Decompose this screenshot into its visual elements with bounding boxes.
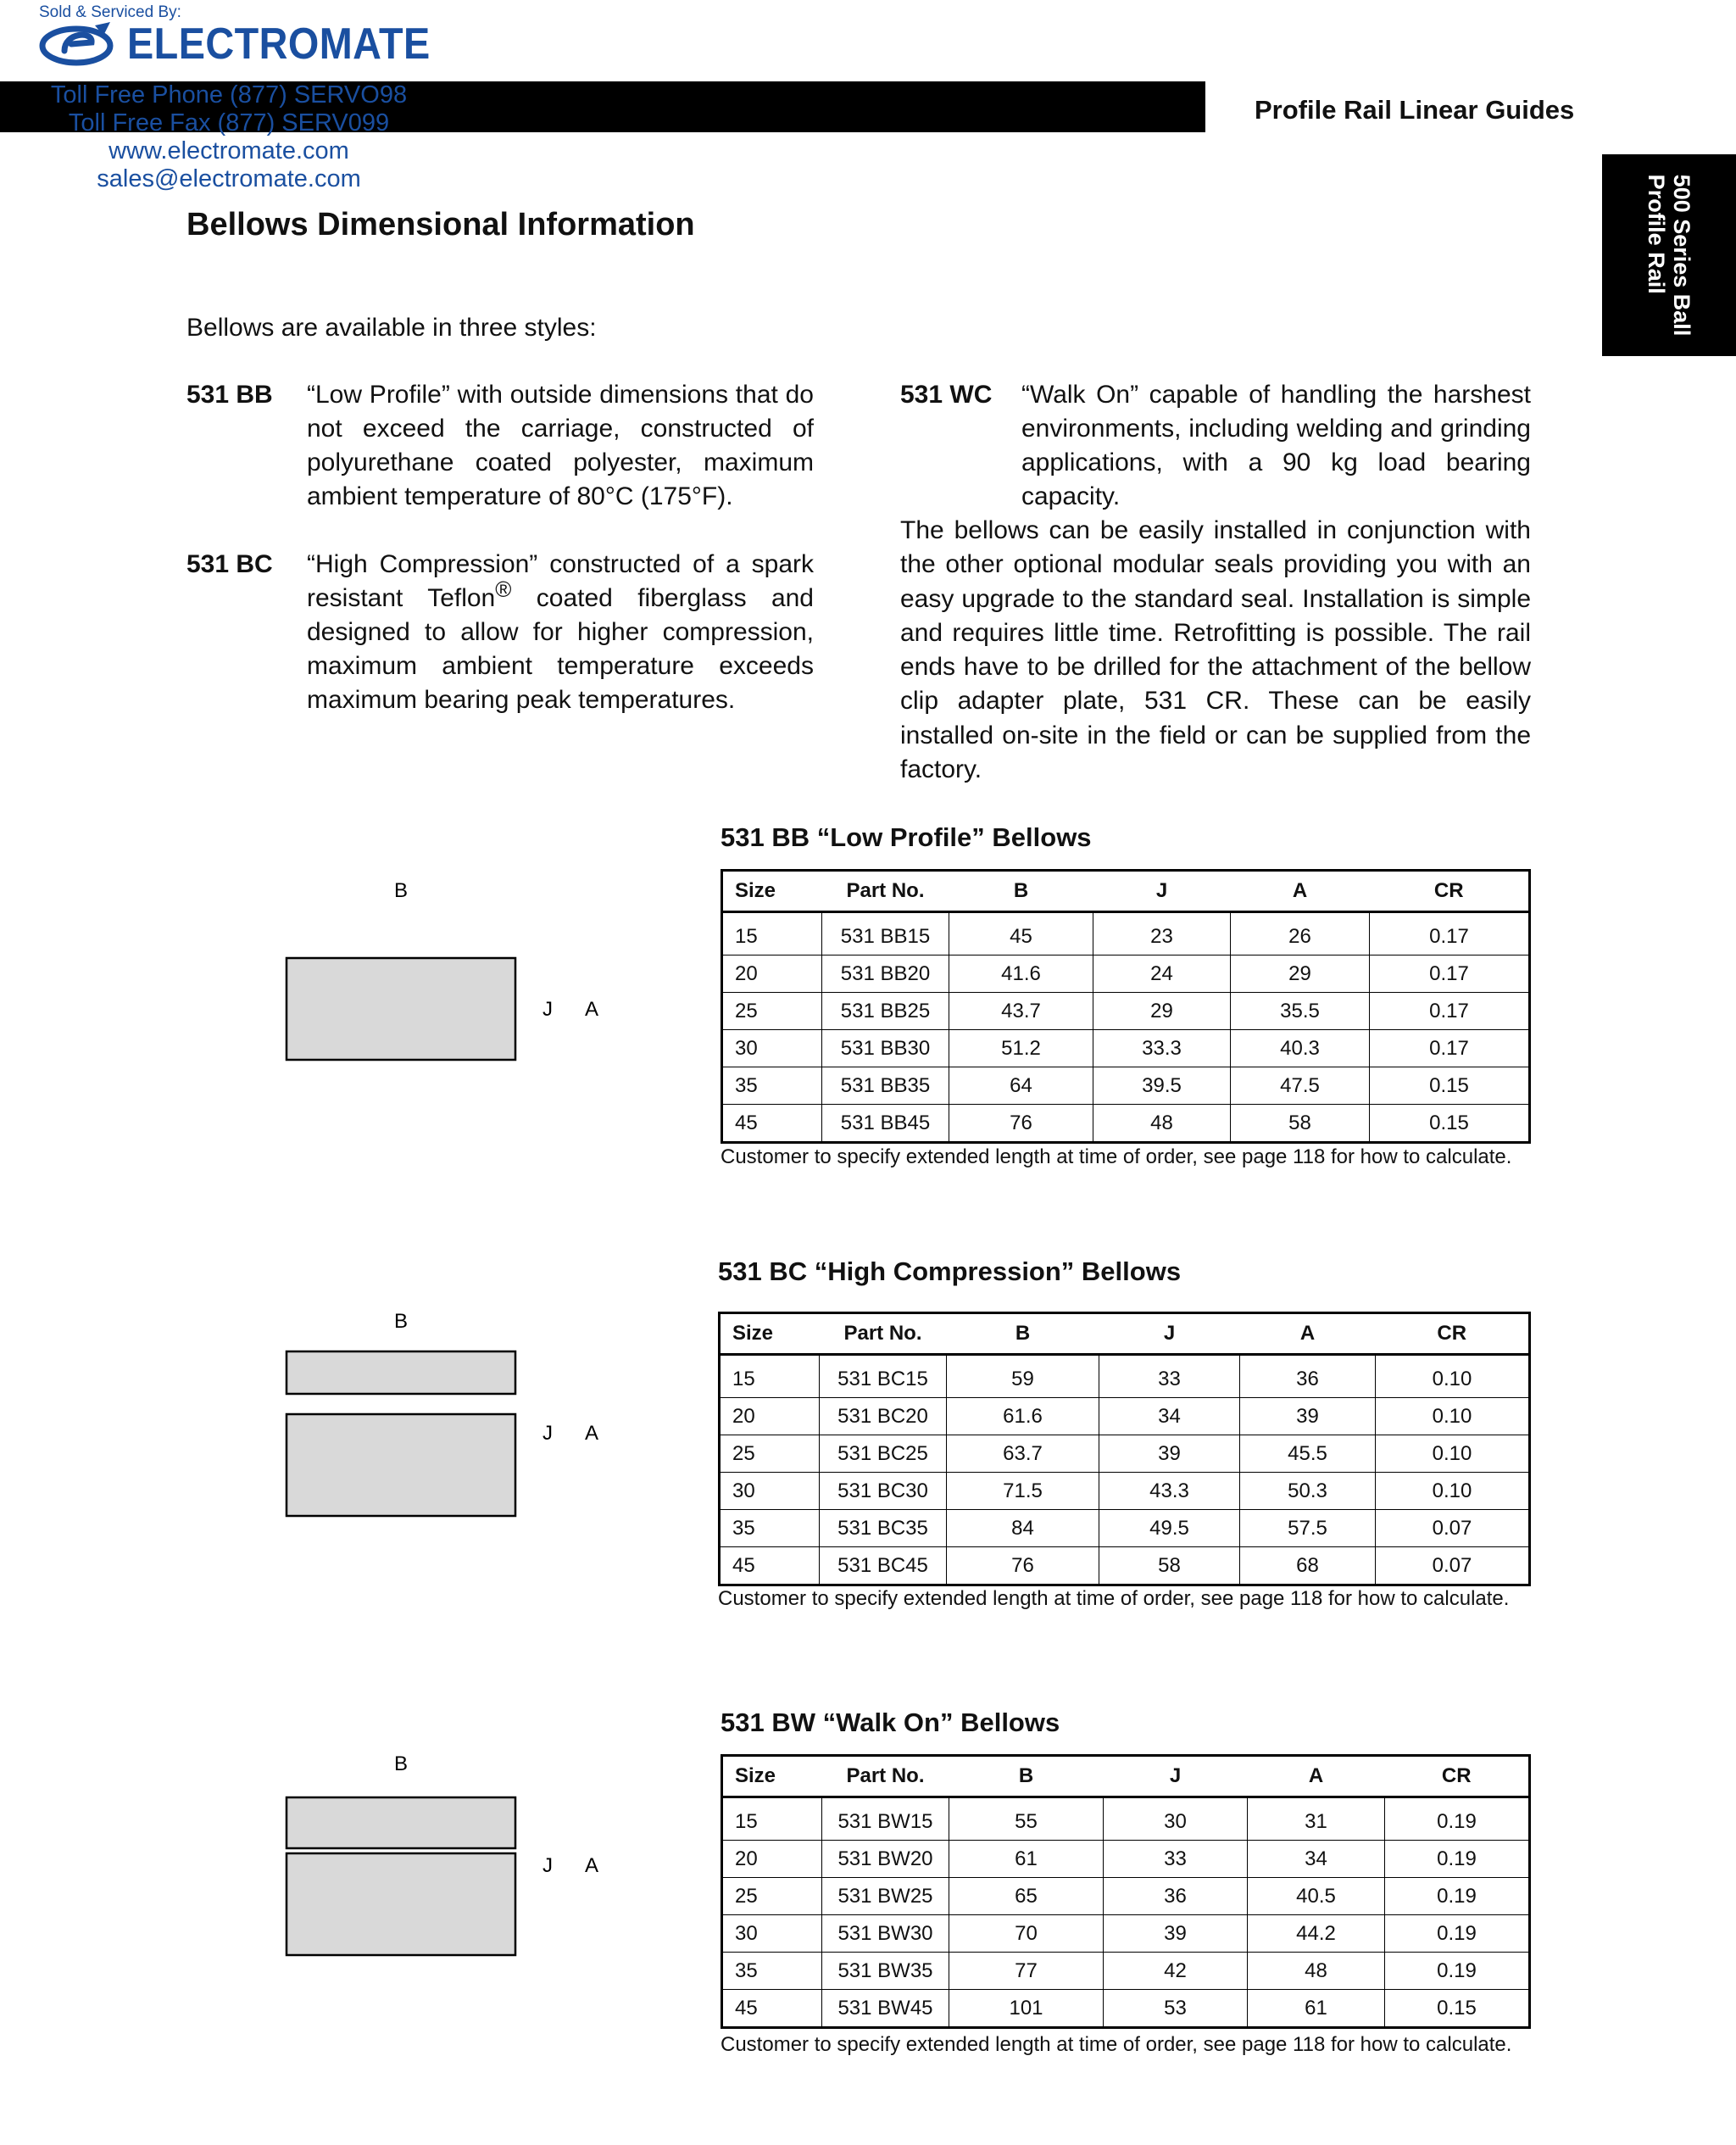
style-description bbox=[307, 548, 814, 717]
table-cell: 58 bbox=[1099, 1547, 1240, 1585]
table-row bbox=[720, 1473, 1530, 1510]
table-row bbox=[722, 1915, 1530, 1953]
bellows-bb-diagram bbox=[287, 873, 609, 1102]
table-cell: 531 BB35 bbox=[822, 1067, 949, 1105]
diagram-stroke bbox=[287, 1414, 515, 1516]
bellows-bb-table bbox=[721, 869, 1531, 1144]
table-row bbox=[722, 1990, 1530, 2028]
dim-label-a: A bbox=[584, 1854, 599, 1877]
bellows-bc-drawing bbox=[287, 1414, 515, 1516]
table-cell: 0.10 bbox=[1376, 1473, 1530, 1510]
table-cell: 15 bbox=[722, 912, 822, 956]
table-cell: 43.7 bbox=[949, 993, 1093, 1030]
table-cell: 531 BW20 bbox=[822, 1841, 949, 1878]
table-cell: 58 bbox=[1231, 1105, 1370, 1143]
table-cell: 40.5 bbox=[1248, 1878, 1385, 1915]
table-cell: 35 bbox=[722, 1067, 822, 1105]
table-title-bc: 531 BC “High Compression” Bellows bbox=[718, 1256, 1182, 1286]
table-cell: 33 bbox=[1104, 1841, 1248, 1878]
table-cell: 531 BC15 bbox=[820, 1355, 947, 1398]
table-cell: 45 bbox=[735, 1111, 758, 1134]
table-cell: 40.3 bbox=[1231, 1030, 1370, 1067]
table-cell: 71.5 bbox=[947, 1473, 1099, 1510]
table-cell: 0.07 bbox=[1376, 1510, 1530, 1547]
brand-logo-group bbox=[39, 19, 464, 70]
col-header: Size bbox=[722, 871, 822, 912]
table-cell: 39 bbox=[1099, 1435, 1240, 1473]
table-title-bb: 531 BB “Low Profile” Bellows bbox=[721, 822, 1092, 852]
table-cell: 42 bbox=[1104, 1953, 1248, 1990]
table-cell: 0.10 bbox=[1376, 1435, 1530, 1473]
table-row bbox=[722, 956, 1530, 993]
table-cell: 68 bbox=[1240, 1547, 1376, 1585]
col-header: Size bbox=[720, 1313, 820, 1355]
table-cell: 30 bbox=[720, 1473, 820, 1510]
table-cell: 29 bbox=[1093, 993, 1231, 1030]
table-cell: 45 bbox=[735, 1996, 758, 2020]
table-cell: 20 bbox=[722, 1841, 822, 1878]
table-cell: 531 BC30 bbox=[820, 1473, 947, 1510]
table-title-bw: 531 BW “Walk On” Bellows bbox=[721, 1708, 1060, 1737]
table-row bbox=[722, 1797, 1530, 1841]
table-note-bw: Customer to specify extended length at time of order, see page 118 for how to calculate. bbox=[721, 2033, 1512, 2056]
table-cell: 531 BC25 bbox=[820, 1435, 947, 1473]
table-row bbox=[722, 993, 1530, 1030]
table-cell: 39.5 bbox=[1093, 1067, 1231, 1105]
col-header: J bbox=[1104, 1756, 1248, 1797]
table-cell: 61 bbox=[1248, 1990, 1385, 2028]
col-header: A bbox=[1240, 1313, 1376, 1355]
table-row bbox=[722, 1030, 1530, 1067]
table-cell: 39 bbox=[1240, 1398, 1376, 1435]
style-item-bc bbox=[186, 548, 814, 726]
col-header: Size bbox=[722, 1756, 822, 1797]
style-description-part: coated fiberglass and designed to allow for higher compression, maximum ambient temperature exceeds maximum bearing peak temperatures. bbox=[307, 584, 814, 714]
fax-text: Toll Free Fax (877) SERV099 bbox=[68, 109, 390, 136]
table-cell: 36 bbox=[1240, 1355, 1376, 1398]
table-row bbox=[722, 1105, 1530, 1143]
table-row bbox=[722, 912, 1530, 956]
dim-label-a: A bbox=[584, 998, 599, 1021]
col-header: Part No. bbox=[822, 1756, 949, 1797]
table-cell: 0.10 bbox=[1376, 1398, 1530, 1435]
table-cell: 0.15 bbox=[1370, 1067, 1530, 1105]
table-cell: 0.19 bbox=[1385, 1953, 1530, 1990]
table-cell: 531 BB45 bbox=[822, 1105, 949, 1143]
table-cell: 45 bbox=[949, 912, 1093, 956]
style-description: “Walk On” capable of handling the harshest environments, including welding and grinding applications, with a 90 kg load bearing capacity. bbox=[1021, 381, 1531, 510]
style-description-part: “High Compression” constructed of a spark resistant Teflon bbox=[307, 550, 814, 612]
sold-by-text: Sold & Serviced By: bbox=[39, 3, 181, 21]
table-cell: 20 bbox=[722, 956, 822, 993]
table-cell: 0.17 bbox=[1370, 956, 1530, 993]
table-cell: 24 bbox=[1093, 956, 1231, 993]
installation-paragraph: The bellows can be easily installed in conjunction with the other optional modular seals providing you with an easy upgrade to the standard seal. Installation is simple and requires little time. Retrofitting is possible. The rail ends have to be drilled for the attachment of the bellow clip adapter plate, 531 CR. These can be easily installed on-site in the field or can be supplied from the factory. bbox=[900, 516, 1531, 784]
table-cell: 49.5 bbox=[1099, 1510, 1240, 1547]
contact-block bbox=[34, 81, 424, 193]
dim-label-b: B bbox=[393, 1752, 409, 1775]
table-cell: 15 bbox=[722, 1797, 822, 1841]
bellows-bc-diagram bbox=[287, 1304, 609, 1550]
table-cell: 30 bbox=[722, 1915, 822, 1953]
table-cell: 53 bbox=[1104, 1990, 1248, 2028]
col-header: J bbox=[1093, 871, 1231, 912]
table-cell: 33.3 bbox=[1093, 1030, 1231, 1067]
table-cell: 531 BW15 bbox=[822, 1797, 949, 1841]
bellows-bb-drawing bbox=[287, 958, 515, 1060]
table-note-bb: Customer to specify extended length at time of order, see page 118 for how to calculate. bbox=[721, 1145, 1512, 1168]
col-header: B bbox=[949, 871, 1093, 912]
table-cell: 77 bbox=[949, 1953, 1104, 1990]
table-cell: 0.07 bbox=[1376, 1547, 1530, 1585]
table-cell: 61 bbox=[949, 1841, 1104, 1878]
bc-top-fold bbox=[287, 1351, 515, 1394]
table-cell: 76 bbox=[949, 1105, 1093, 1143]
style-code: 531 BC bbox=[186, 550, 273, 578]
table-cell: 44.2 bbox=[1248, 1915, 1385, 1953]
table-cell: 30 bbox=[722, 1030, 822, 1067]
style-item-bb bbox=[186, 378, 814, 522]
table-cell: 531 BC35 bbox=[820, 1510, 947, 1547]
style-item-wc bbox=[900, 378, 1531, 510]
table-row bbox=[720, 1510, 1530, 1547]
diagram-stroke bbox=[287, 1853, 515, 1955]
style-description: “Low Profile” with outside dimensions that do not exceed the carriage, constructed of polyurethane coated polyester, maximum ambient temperature of 80°C (175°F). bbox=[307, 381, 814, 510]
dim-label-b: B bbox=[393, 879, 409, 902]
table-row bbox=[720, 1398, 1530, 1435]
table-cell: 0.15 bbox=[1385, 1990, 1530, 2028]
table-row bbox=[720, 1355, 1530, 1398]
table-cell: 25 bbox=[722, 1878, 822, 1915]
table-cell: 29 bbox=[1231, 956, 1370, 993]
table-cell: 33 bbox=[1099, 1355, 1240, 1398]
table-cell: 20 bbox=[720, 1398, 820, 1435]
table-header-row bbox=[722, 871, 1530, 912]
table-cell: 531 BW25 bbox=[822, 1878, 949, 1915]
table-row bbox=[720, 1547, 1530, 1585]
table-cell: 0.17 bbox=[1370, 993, 1530, 1030]
table-cell: 25 bbox=[720, 1435, 820, 1473]
table-cell: 34 bbox=[1099, 1398, 1240, 1435]
col-header: J bbox=[1099, 1313, 1240, 1355]
table-row bbox=[722, 1841, 1530, 1878]
email-link[interactable]: sales@electromate.com bbox=[97, 165, 361, 192]
table-cell: 64 bbox=[949, 1067, 1093, 1105]
style-code: 531 BB bbox=[186, 381, 273, 409]
table-cell: 531 BB15 bbox=[822, 912, 949, 956]
table-cell: 59 bbox=[947, 1355, 1099, 1398]
table-note-bc: Customer to specify extended length at time of order, see page 118 for how to calculate. bbox=[718, 1587, 1510, 1610]
table-cell: 41.6 bbox=[949, 956, 1093, 993]
table-row bbox=[722, 1067, 1530, 1105]
side-tab-label bbox=[1644, 175, 1694, 337]
intro-text: Bellows are available in three styles: bbox=[186, 314, 597, 342]
table-cell: 47.5 bbox=[1231, 1067, 1370, 1105]
table-cell: 76 bbox=[947, 1547, 1099, 1585]
table-cell: 26 bbox=[1231, 912, 1370, 956]
table-cell: 531 BB30 bbox=[822, 1030, 949, 1067]
table-cell: 61.6 bbox=[947, 1398, 1099, 1435]
table-cell: 0.19 bbox=[1385, 1797, 1530, 1841]
bellows-bw-drawing bbox=[287, 1853, 515, 1955]
col-header: CR bbox=[1385, 1756, 1530, 1797]
table-cell: 531 BB20 bbox=[822, 956, 949, 993]
side-tab-line-1: 500 Series Ball bbox=[1669, 174, 1694, 337]
table-cell: 70 bbox=[949, 1915, 1104, 1953]
table-cell: 45 bbox=[732, 1553, 755, 1577]
col-header: Part No. bbox=[822, 871, 949, 912]
table-cell: 0.19 bbox=[1385, 1841, 1530, 1878]
table-cell: 50.3 bbox=[1240, 1473, 1376, 1510]
col-header: CR bbox=[1376, 1313, 1530, 1355]
table-cell: 35 bbox=[720, 1510, 820, 1547]
table-cell: 34 bbox=[1248, 1841, 1385, 1878]
dim-label-j: J bbox=[542, 998, 553, 1021]
table-cell: 48 bbox=[1248, 1953, 1385, 1990]
table-cell: 0.19 bbox=[1385, 1878, 1530, 1915]
bellows-bc-table bbox=[718, 1312, 1531, 1586]
table-header-row bbox=[722, 1756, 1530, 1797]
diagram-stroke bbox=[287, 958, 515, 1060]
col-header: A bbox=[1231, 871, 1370, 912]
table-cell: 35 bbox=[722, 1953, 822, 1990]
table-cell: 23 bbox=[1093, 912, 1231, 956]
table-cell: 531 BW35 bbox=[822, 1953, 949, 1990]
dim-label-b: B bbox=[393, 1310, 409, 1333]
table-cell: 531 BW45 bbox=[822, 1990, 949, 2028]
table-cell: 39 bbox=[1104, 1915, 1248, 1953]
table-cell: 531 BC20 bbox=[820, 1398, 947, 1435]
table-cell: 45.5 bbox=[1240, 1435, 1376, 1473]
table-cell: 15 bbox=[720, 1355, 820, 1398]
table-cell: 36 bbox=[1104, 1878, 1248, 1915]
table-cell: 0.15 bbox=[1370, 1105, 1530, 1143]
table-cell: 51.2 bbox=[949, 1030, 1093, 1067]
bellows-bw-diagram bbox=[287, 1747, 609, 2001]
table-cell: 0.17 bbox=[1370, 1030, 1530, 1067]
table-cell: 35.5 bbox=[1231, 993, 1370, 1030]
page-header-title: Profile Rail Linear Guides bbox=[1255, 95, 1575, 125]
table-cell: 31 bbox=[1248, 1797, 1385, 1841]
col-header: Part No. bbox=[820, 1313, 947, 1355]
table-cell: 30 bbox=[1104, 1797, 1248, 1841]
registered-mark: ® bbox=[495, 577, 512, 602]
electromate-logo-icon bbox=[39, 19, 117, 70]
side-tab bbox=[1602, 154, 1736, 356]
table-cell: 0.19 bbox=[1385, 1915, 1530, 1953]
table-cell: 531 BW30 bbox=[822, 1915, 949, 1953]
bw-top-fold bbox=[287, 1797, 515, 1848]
table-cell: 43.3 bbox=[1099, 1473, 1240, 1510]
table-header-row bbox=[720, 1313, 1530, 1355]
table-cell: 531 BC45 bbox=[820, 1547, 947, 1585]
table-cell: 531 BB25 bbox=[822, 993, 949, 1030]
table-cell: 57.5 bbox=[1240, 1510, 1376, 1547]
table-cell: 55 bbox=[949, 1797, 1104, 1841]
col-header: B bbox=[949, 1756, 1104, 1797]
dim-label-j: J bbox=[542, 1422, 553, 1445]
table-row bbox=[720, 1435, 1530, 1473]
col-header: B bbox=[947, 1313, 1099, 1355]
dim-label-a: A bbox=[584, 1422, 599, 1445]
side-tab-line-2: Profile Rail bbox=[1644, 174, 1669, 294]
col-header: CR bbox=[1370, 871, 1530, 912]
style-code: 531 WC bbox=[900, 381, 993, 409]
phone-text: Toll Free Phone (877) SERVO98 bbox=[50, 81, 408, 109]
brand-name: ELECTROMATE bbox=[127, 20, 431, 69]
table-cell: 101 bbox=[949, 1990, 1104, 2028]
table-cell: 0.10 bbox=[1376, 1355, 1530, 1398]
dim-label-j: J bbox=[542, 1854, 553, 1877]
table-row bbox=[722, 1953, 1530, 1990]
website-link[interactable]: www.electromate.com bbox=[108, 137, 349, 164]
table-cell: 25 bbox=[722, 993, 822, 1030]
table-cell: 48 bbox=[1093, 1105, 1231, 1143]
col-header: A bbox=[1248, 1756, 1385, 1797]
table-cell: 65 bbox=[949, 1878, 1104, 1915]
section-heading: Bellows Dimensional Information bbox=[186, 207, 695, 242]
bellows-bw-table bbox=[721, 1754, 1531, 2029]
table-cell: 0.17 bbox=[1370, 912, 1530, 956]
table-cell: 84 bbox=[947, 1510, 1099, 1547]
table-cell: 63.7 bbox=[947, 1435, 1099, 1473]
table-row bbox=[722, 1878, 1530, 1915]
